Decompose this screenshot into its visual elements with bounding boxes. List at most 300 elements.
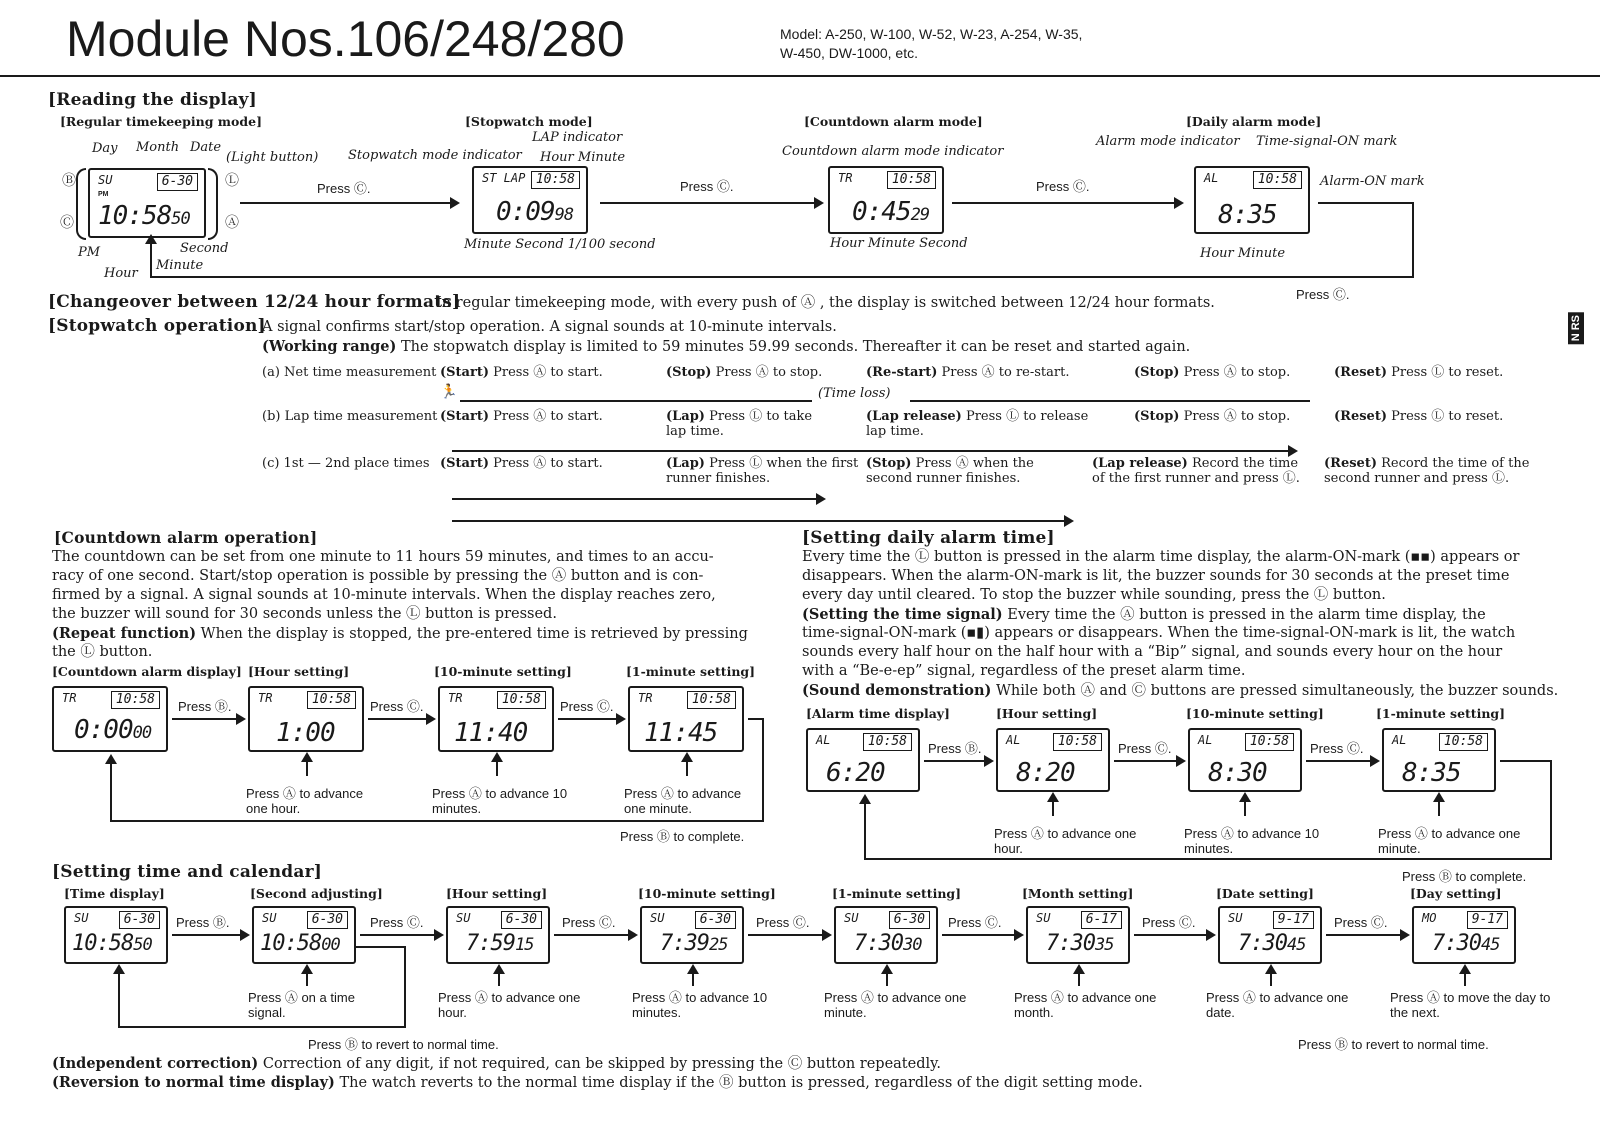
- row-a-step-2-tag: (Stop): [666, 365, 712, 380]
- daily-indicator-label: Alarm mode indicator: [1096, 134, 1240, 149]
- row-b-step-1-text: Press Ⓐ to start.: [493, 409, 603, 424]
- working-range-text: The stopwatch display is limited to 59 minutes 59.99 seconds. Thereafter it can be reset and started again.: [396, 339, 1191, 355]
- tc2-sec: 00: [321, 935, 340, 955]
- da-step-3-note: Press Ⓐ to advance 10 minutes.: [1184, 826, 1320, 856]
- row-b-step-2: [666, 409, 836, 439]
- models-line-2: W-450, DW-1000, etc.: [780, 45, 918, 61]
- tc8-sec: 45: [1480, 935, 1500, 955]
- da4-tl: AL: [1392, 733, 1407, 747]
- tc-step-7-title: [Date setting]: [1216, 886, 1314, 901]
- tc1-main-val: 10:58: [72, 931, 134, 956]
- tc4-sec: 25: [708, 935, 728, 955]
- countdown-op-line-1: The countdown can be set from one minute to 11 hours 59 minutes, and times to an accu-: [52, 549, 714, 565]
- tc-note-arrow-4: [692, 968, 694, 986]
- time-signal-line-4: with a “Be-e-ep” signal, regardless of the preset alarm time.: [802, 663, 1246, 679]
- tc5-main-val: 7:30: [854, 931, 903, 956]
- row-c-step-1-text: Press Ⓐ to start.: [493, 456, 603, 471]
- side-tag: N RS: [1568, 312, 1584, 344]
- label-day: Day: [92, 141, 118, 156]
- cd-arrow-1: [172, 718, 244, 720]
- row-c-step-4-text: Record the time of the first runner and press Ⓛ.: [1092, 456, 1300, 486]
- cd-loop-bottom: [110, 820, 764, 822]
- da-arrow-2: [1114, 760, 1184, 762]
- da-press-2: Press Ⓒ.: [1118, 741, 1172, 756]
- row-b-step-4: [1134, 409, 1290, 424]
- header-rule: [0, 75, 1600, 77]
- cd-lcd-main-val: 0:45: [852, 197, 911, 227]
- cd-arrow-2: [368, 718, 434, 720]
- tc-revert-right: [404, 946, 406, 1028]
- da-step-3-lcd: [1188, 728, 1302, 792]
- da-step-1-title: [Alarm time display]: [806, 706, 950, 721]
- tc-arrow-6: [1134, 934, 1214, 936]
- cd-step-2-lcd: [248, 686, 364, 752]
- lcd-time: [98, 202, 190, 233]
- row-b-step-1: [440, 409, 603, 424]
- tc1-sec: 50: [133, 935, 152, 955]
- tc-step-3-title: [Hour setting]: [446, 886, 548, 901]
- lcd-time-sec: 50: [171, 209, 190, 229]
- tc-step-7-lcd: [1218, 906, 1322, 964]
- tc-note-arrow-5: [886, 968, 888, 986]
- cd-lcd-mode: TR: [838, 171, 853, 185]
- row-c-step-3: [866, 456, 1056, 486]
- da3-main: 8:30: [1208, 758, 1267, 788]
- da4-main: 8:35: [1402, 758, 1461, 788]
- row-a-step-3-tag: (Re-start): [866, 365, 938, 380]
- row-c-step-3-tag: (Stop): [866, 456, 912, 471]
- countdown-title: [Countdown alarm mode]: [804, 114, 983, 129]
- da-note-arrow-2: [1052, 796, 1054, 816]
- daily-alarm-line-2: disappears. When the alarm-ON-mark is lit, the buzzer sounds for 30 seconds at the preset time: [802, 568, 1510, 584]
- tc4-main: [660, 930, 727, 959]
- time-signal-line-2: time-signal-ON-mark (▪▮) appears or disappears. When the time-signal-ON-mark is lit, the watch: [802, 625, 1516, 641]
- cd3-tr: 10:58: [497, 691, 546, 709]
- return-line-right: [1412, 202, 1414, 278]
- row-c-step-5-text: Record the time of the second runner and press Ⓛ.: [1324, 456, 1530, 486]
- tc2-tr: 6-30: [307, 911, 348, 929]
- da-note-arrow-3: [1244, 796, 1246, 816]
- daily-signal-label: Time-signal-ON mark: [1256, 134, 1398, 149]
- lcd-date: 6-30: [157, 173, 198, 191]
- tc-arrow-2: [360, 934, 442, 936]
- runner-icon: 🏃: [440, 384, 458, 400]
- da3-tl: AL: [1198, 733, 1213, 747]
- tc8-tl: MO: [1422, 911, 1437, 925]
- tc-step-4-note: Press Ⓐ to advance 10 minutes.: [632, 990, 768, 1020]
- reversion-note: [52, 1073, 1143, 1093]
- row-b-step-3: [866, 409, 1106, 439]
- cd-loop-arrow: [110, 758, 112, 822]
- cd-press-1: Press Ⓑ.: [178, 699, 232, 714]
- daily-alarm-line-1: Every time the Ⓛ button is pressed in the alarm time display, the alarm-ON-mark (▪▪) appears or: [802, 549, 1520, 565]
- da-step-4-lcd: [1382, 728, 1496, 792]
- countdown-repeat-2: the Ⓛ button.: [52, 644, 153, 660]
- cd1-sec: 00: [132, 723, 152, 743]
- return-line-bottom: [150, 276, 1414, 278]
- tc-note-arrow-6: [1078, 968, 1080, 986]
- da-step-2-title: [Hour setting]: [996, 706, 1098, 721]
- tc-step-4-lcd: [640, 906, 744, 964]
- label-month: Month: [136, 140, 180, 155]
- row-b-line: [452, 450, 1296, 452]
- stopwatch-op-line2: [262, 337, 1190, 357]
- da-loop-top: [1500, 760, 1550, 762]
- cd-complete: Press Ⓑ to complete.: [620, 829, 745, 844]
- tc-press-1: Press Ⓑ.: [176, 915, 230, 930]
- tc5-main: [854, 930, 921, 959]
- label-minute: Minute: [156, 258, 204, 273]
- tc-step-8-note: Press Ⓐ to move the day to the next.: [1390, 990, 1551, 1020]
- tc-step-2-note: Press Ⓐ on a time signal.: [248, 990, 355, 1020]
- repeat-function-text: When the display is stopped, the pre-entered time is retrieved by pressing: [196, 626, 748, 642]
- row-c-line-1: [452, 498, 824, 500]
- tc5-sec: 30: [902, 935, 922, 955]
- da-step-2-note: Press Ⓐ to advance one hour.: [994, 826, 1137, 856]
- daily-alarm-heading: [Setting daily alarm time]: [802, 528, 1055, 548]
- tc4-tr: 6-30: [695, 911, 736, 929]
- countdown-op-line-3: firmed by a signal. A signal sounds at 10-minute intervals. When the display reaches zero,: [52, 587, 716, 603]
- da-complete: Press Ⓑ to complete.: [1402, 869, 1527, 884]
- cd-lcd-main: [852, 198, 929, 229]
- da-step-4-title: [1-minute setting]: [1376, 706, 1506, 721]
- cd-step-2-title: [Hour setting]: [248, 664, 350, 679]
- press-c-2: Press Ⓒ.: [680, 179, 734, 194]
- da1-main: 6:20: [826, 758, 885, 788]
- cd-press-3: Press Ⓒ.: [560, 699, 614, 714]
- cd-note-arrow-3: [496, 756, 498, 776]
- row-c-step-2-tag: (Lap): [666, 456, 705, 471]
- row-a-step-5-tag: (Reset): [1334, 365, 1387, 380]
- changeover-heading: [Changeover between 12/24 hour formats]: [48, 292, 461, 312]
- sound-demo-line: [802, 681, 1558, 701]
- countdown-repeat-1: [52, 624, 748, 644]
- da2-tr: 10:58: [1053, 733, 1102, 751]
- cd-loop-top: [748, 718, 762, 720]
- tc2-main: [260, 930, 340, 959]
- tc1-tl: SU: [74, 911, 89, 925]
- tc8-main: [1432, 930, 1499, 959]
- tc8-tr: 9-17: [1467, 911, 1508, 929]
- row-c-step-1-tag: (Start): [440, 456, 489, 471]
- return-line-top: [1318, 202, 1413, 204]
- row-c-step-2: [666, 456, 866, 486]
- cd2-main: 1:00: [276, 718, 335, 748]
- daily-alarm-line-3: every day until cleared. To stop the buzzer while sounding, press the Ⓛ button.: [802, 587, 1386, 603]
- tc-revert-left: Press Ⓑ to revert to normal time.: [308, 1037, 499, 1052]
- da-loop-right: [1550, 760, 1552, 860]
- cd4-tr: 10:58: [687, 691, 736, 709]
- stopwatch-bottom-label: Minute Second 1/100 second: [464, 237, 656, 252]
- sound-demo-text: While both Ⓐ and Ⓒ buttons are pressed simultaneously, the buzzer sounds.: [991, 683, 1559, 699]
- bracket-right: [208, 168, 218, 240]
- row-a-step-5: [1334, 365, 1503, 380]
- lcd-time-main: 10:58: [98, 201, 172, 231]
- cd-lcd-sec: 29: [910, 205, 930, 225]
- lcd-day: SU: [98, 173, 113, 187]
- button-b-icon: Ⓑ: [62, 172, 76, 188]
- stopwatch-op-line1: A signal confirms start/stop operation. A signal sounds at 10-minute intervals.: [262, 319, 837, 335]
- regular-lcd: [88, 168, 206, 238]
- tc-step-6-title: [Month setting]: [1022, 886, 1134, 901]
- tc-step-1-lcd: [64, 906, 168, 964]
- daily-title: [Daily alarm mode]: [1186, 114, 1322, 129]
- press-c-return: Press Ⓒ.: [1296, 287, 1350, 302]
- repeat-function-label: (Repeat function): [52, 625, 197, 642]
- tc1-main: [72, 930, 152, 959]
- da-arrow-1: [924, 760, 992, 762]
- row-b-step-5-tag: (Reset): [1334, 409, 1387, 424]
- daily-bottom-label: Hour Minute: [1200, 246, 1286, 261]
- tc3-sec: 15: [514, 935, 534, 955]
- da-arrow-3: [1306, 760, 1378, 762]
- cd-step-1-title: [Countdown alarm display]: [52, 664, 242, 679]
- cd2-tr: 10:58: [307, 691, 356, 709]
- tc-revert-stub: [356, 946, 406, 948]
- da-step-3-title: [10-minute setting]: [1186, 706, 1324, 721]
- tc-step-3-note: Press Ⓐ to advance one hour.: [438, 990, 581, 1020]
- cd-press-2: Press Ⓒ.: [370, 699, 424, 714]
- tc-step-2-lcd: [252, 906, 356, 964]
- tc1-tr: 6-30: [119, 911, 160, 929]
- tc-step-1-title: [Time display]: [64, 886, 165, 901]
- cd-note-arrow-2: [306, 756, 308, 776]
- tc-step-8-title: [Day setting]: [1410, 886, 1502, 901]
- lcd-pm: PM: [98, 191, 109, 198]
- tc2-main-val: 10:58: [260, 931, 322, 956]
- button-l-icon: Ⓛ: [225, 172, 239, 188]
- sw-lcd-main-val: 0:09: [496, 197, 555, 227]
- tc-step-5-title: [1-minute setting]: [832, 886, 962, 901]
- da-step-4-note: Press Ⓐ to advance one minute.: [1378, 826, 1521, 856]
- stopwatch-indicator-label: Stopwatch mode indicator: [348, 148, 522, 163]
- changeover-text: In regular timekeeping mode, with every push of Ⓐ , the display is switched between 12/24 hour formats.: [436, 295, 1215, 311]
- cd-step-4-note: Press Ⓐ to advance one minute.: [624, 786, 742, 816]
- row-b-step-4-tag: (Stop): [1134, 409, 1180, 424]
- row-a-time-loss: (Time loss): [818, 386, 891, 401]
- tc-step-5-lcd: [834, 906, 938, 964]
- tc-arrow-4: [748, 934, 830, 936]
- da-loop-bottom: [864, 858, 1552, 860]
- row-a-step-4-text: Press Ⓐ to stop.: [1183, 365, 1291, 380]
- row-c-step-3-text: Press Ⓐ when the second runner finishes.: [866, 456, 1034, 486]
- row-b-step-3-text: Press Ⓛ to release lap time.: [866, 409, 1089, 439]
- label-light: (Light button): [226, 150, 319, 165]
- tc3-tl: SU: [456, 911, 471, 925]
- cd4-tl: TR: [638, 691, 653, 705]
- bracket-left: [76, 168, 86, 240]
- countdown-op-heading: [Countdown alarm operation]: [54, 528, 318, 547]
- tc4-main-val: 7:39: [660, 931, 709, 956]
- da-press-1: Press Ⓑ.: [928, 741, 982, 756]
- daily-lcd: [1194, 166, 1310, 234]
- button-c-icon: Ⓒ: [60, 214, 74, 230]
- row-a-step-3-text: Press Ⓐ to re-start.: [941, 365, 1070, 380]
- tc3-tr: 6-30: [501, 911, 542, 929]
- cd1-tl: TR: [62, 691, 77, 705]
- cd-step-4-title: [1-minute setting]: [626, 664, 756, 679]
- cd1-tr: 10:58: [111, 691, 160, 709]
- sound-demo-label: (Sound demonstration): [802, 682, 992, 699]
- row-c-step-5: [1324, 456, 1534, 486]
- tc-press-4: Press Ⓒ.: [756, 915, 810, 930]
- row-c-step-4: [1092, 456, 1312, 486]
- da-press-3: Press Ⓒ.: [1310, 741, 1364, 756]
- tc-revert-right-label: Press Ⓑ to revert to normal time.: [1298, 1037, 1489, 1052]
- cd-step-1-lcd: [52, 686, 168, 752]
- cd-step-4-lcd: [628, 686, 744, 752]
- cd3-main: 11:40: [454, 718, 528, 748]
- tc7-tl: SU: [1228, 911, 1243, 925]
- sw-lcd-main: [496, 198, 573, 229]
- cd-loop-right: [762, 718, 764, 822]
- tc-step-3-lcd: [446, 906, 550, 964]
- countdown-lcd: [828, 166, 944, 234]
- row-c-step-5-tag: (Reset): [1324, 456, 1377, 471]
- row-a-step-1: [440, 365, 603, 380]
- time-signal-line-3: sounds every half hour on the half hour with a “Bip” signal, and sounds every hour on the hour: [802, 644, 1503, 660]
- time-signal-text-1: Every time the Ⓐ button is pressed in the alarm time display, the: [1002, 607, 1486, 623]
- tc-step-4-title: [10-minute setting]: [638, 886, 776, 901]
- da-lcd-main: 8:35: [1218, 200, 1277, 230]
- tc3-main: [466, 930, 533, 959]
- tc-arrow-5: [942, 934, 1022, 936]
- cd1-main: [74, 716, 151, 747]
- label-pm: PM: [78, 245, 101, 260]
- reversion-text: The watch reverts to the normal time display if the Ⓑ button is pressed, regardless of the digit setting mode.: [334, 1075, 1143, 1091]
- da-step-1-lcd: [806, 728, 920, 792]
- cd-step-3-title: [10-minute setting]: [434, 664, 572, 679]
- tc-press-2: Press Ⓒ.: [370, 915, 424, 930]
- da-step-2-lcd: [996, 728, 1110, 792]
- label-second: Second: [180, 241, 229, 256]
- tc5-tl: SU: [844, 911, 859, 925]
- row-b-step-2-tag: (Lap): [666, 409, 705, 424]
- tc5-tr: 6-30: [889, 911, 930, 929]
- time-signal-label: (Setting the time signal): [802, 606, 1003, 623]
- countdown-bottom-label: Hour Minute Second: [830, 236, 968, 251]
- row-b-step-2-text: Press Ⓛ to take lap time.: [666, 409, 813, 439]
- da1-tl: AL: [816, 733, 831, 747]
- tc-press-5: Press Ⓒ.: [948, 915, 1002, 930]
- da-lcd-mode: AL: [1204, 171, 1219, 185]
- tc-revert-arrow: [118, 968, 120, 1028]
- row-b-label: (b) Lap time measurement: [262, 409, 438, 424]
- row-b-step-4-text: Press Ⓐ to stop.: [1183, 409, 1291, 424]
- tc2-tl: SU: [262, 911, 277, 925]
- tc-step-6-lcd: [1026, 906, 1130, 964]
- stopwatch-title: [Stopwatch mode]: [465, 114, 593, 129]
- label-date: Date: [190, 140, 222, 155]
- row-b-step-1-tag: (Start): [440, 409, 489, 424]
- tc-arrow-1: [172, 934, 248, 936]
- tc-revert-bottom: [118, 1026, 406, 1028]
- sw-lcd-time: 10:58: [531, 171, 580, 189]
- button-a-icon: Ⓐ: [225, 214, 239, 230]
- countdown-op-line-2: racy of one second. Start/stop operation is possible by pressing the Ⓐ button and is con-: [52, 568, 704, 584]
- tc6-main: [1046, 930, 1113, 959]
- tc6-tr: 6-17: [1081, 911, 1122, 929]
- cd-step-3-lcd: [438, 686, 554, 752]
- cd-step-3-note: Press Ⓐ to advance 10 minutes.: [432, 786, 568, 816]
- tc-note-arrow-2: [306, 968, 308, 986]
- tc7-main: [1238, 930, 1305, 959]
- tc-step-5-note: Press Ⓐ to advance one minute.: [824, 990, 967, 1020]
- da2-main: 8:20: [1016, 758, 1075, 788]
- press-c-3: Press Ⓒ.: [1036, 179, 1090, 194]
- tc4-tl: SU: [650, 911, 665, 925]
- row-b-step-5-text: Press Ⓛ to reset.: [1391, 409, 1504, 424]
- da-loop-arrow: [864, 798, 866, 860]
- tc-step-2-title: [Second adjusting]: [250, 886, 383, 901]
- tc-press-3: Press Ⓒ.: [562, 915, 616, 930]
- row-a-line-2: [910, 400, 1310, 402]
- arrow-3: [952, 202, 1182, 204]
- sw-lcd-sec: 98: [554, 205, 574, 225]
- countdown-op-line-4: the buzzer will sound for 30 seconds unless the Ⓛ button is pressed.: [52, 606, 557, 622]
- models-line-1: Model: A-250, W-100, W-52, W-23, A-254, W-35,: [780, 26, 1083, 42]
- row-c-step-1: [440, 456, 603, 471]
- arrow-2: [600, 202, 822, 204]
- da-note-arrow-4: [1438, 796, 1440, 816]
- tc-press-7: Press Ⓒ.: [1334, 915, 1388, 930]
- row-a-step-4: [1134, 365, 1290, 380]
- stopwatch-hm-label: Hour Minute: [540, 150, 626, 165]
- page-title: Module Nos.106/248/280: [66, 11, 625, 67]
- tc-step-6-note: Press Ⓐ to advance one month.: [1014, 990, 1157, 1020]
- row-a-step-1-tag: (Start): [440, 365, 489, 380]
- da2-tl: AL: [1006, 733, 1021, 747]
- row-c-line-2: [452, 520, 1072, 522]
- tc-press-6: Press Ⓒ.: [1142, 915, 1196, 930]
- tc-note-arrow-8: [1464, 968, 1466, 986]
- independent-correction-label: (Independent correction): [52, 1055, 259, 1072]
- reversion-label: (Reversion to normal time display): [52, 1074, 335, 1091]
- cd-arrow-3: [558, 718, 624, 720]
- independent-correction: [52, 1054, 941, 1074]
- tc-arrow-3: [554, 934, 636, 936]
- cd-lcd-time: 10:58: [887, 171, 936, 189]
- row-b-step-5: [1334, 409, 1503, 424]
- stopwatch-lap-label: LAP indicator: [532, 130, 623, 145]
- cd1-main-val: 0:00: [74, 715, 133, 745]
- label-hour: Hour: [104, 266, 138, 281]
- tc-note-arrow-3: [498, 968, 500, 986]
- tc7-sec: 45: [1286, 935, 1306, 955]
- tc-step-7-note: Press Ⓐ to advance one date.: [1206, 990, 1349, 1020]
- row-a-step-1-text: Press Ⓐ to start.: [493, 365, 603, 380]
- row-c-label: (c) 1st — 2nd place times: [262, 456, 430, 471]
- stopwatch-lcd: [472, 166, 588, 234]
- tc6-main-val: 7:30: [1046, 931, 1095, 956]
- row-a-line-1: [460, 400, 812, 402]
- row-c-step-4-tag: (Lap release): [1092, 456, 1188, 471]
- tc7-tr: 9-17: [1273, 911, 1314, 929]
- da-lcd-time: 10:58: [1253, 171, 1302, 189]
- row-a-step-2: [666, 365, 822, 380]
- tc7-main-val: 7:30: [1238, 931, 1287, 956]
- countdown-indicator-label: Countdown alarm mode indicator: [782, 144, 1004, 159]
- row-b-step-3-tag: (Lap release): [866, 409, 962, 424]
- cd4-main: 11:45: [644, 718, 718, 748]
- regular-title: [Regular timekeeping mode]: [60, 114, 262, 129]
- row-c-step-2-text: Press Ⓛ when the first runner finishes.: [666, 456, 859, 486]
- row-a-step-5-text: Press Ⓛ to reset.: [1391, 365, 1504, 380]
- independent-correction-text: Correction of any digit, if not required, can be skipped by pressing the Ⓒ button repeatedly.: [258, 1056, 942, 1072]
- tc-step-8-lcd: [1412, 906, 1516, 964]
- sw-lcd-mode: ST LAP: [482, 171, 526, 185]
- da3-tr: 10:58: [1245, 733, 1294, 751]
